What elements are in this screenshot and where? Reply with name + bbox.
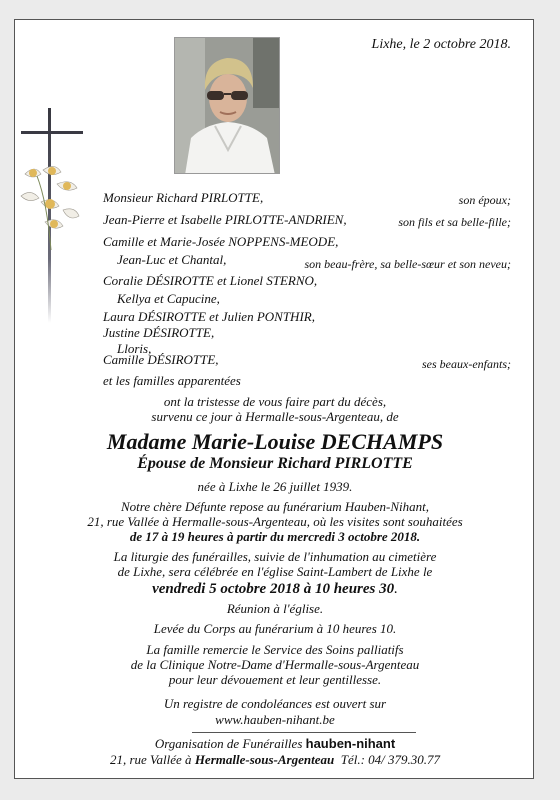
footer-divider [192, 732, 416, 733]
family-name-11: et les familles apparentées [103, 373, 241, 388]
spouse-line: Épouse de Monsieur Richard PIRLOTTE [137, 455, 413, 472]
footer-org-prefix: Organisation de Funérailles [154, 736, 303, 751]
visitation-line-3: de 17 à 19 heures à partir du mercredi 3 octobre 2018. [129, 529, 421, 544]
condolences-url[interactable]: www.hauben-nihant.be [215, 712, 335, 727]
family-relation-10: ses beaux-enfants; [422, 357, 511, 371]
funeral-line-2: de Lixhe, sera célébrée en l'église Saint-Lambert de Lixhe le [117, 564, 433, 579]
obituary-frame [14, 19, 534, 779]
funeral-line-3-end: . [394, 581, 398, 597]
announcement-line-1: ont la tristesse de vous faire part du décès, [163, 394, 387, 409]
footer-address-town: Hermalle-sous-Argenteau [194, 752, 335, 767]
family-name-1: Monsieur Richard PIRLOTTE, [103, 190, 264, 205]
funeral-line-1: La liturgie des funérailles, suivie de l'inhumation au cimetière [113, 549, 437, 564]
portrait-photo [174, 37, 280, 174]
family-relation-1: son époux; [458, 193, 511, 207]
deceased-name: Madame Marie-Louise DECHAMPS [106, 429, 444, 454]
family-name-4: Jean-Luc et Chantal, [117, 252, 227, 267]
funeral-line-3 [15, 581, 535, 597]
footer-address-prefix: 21, rue Vallée à [109, 752, 192, 767]
thanks-line-1: La famille remercie le Service des Soins palliatifs [146, 642, 404, 657]
family-name-5: Coralie DÉSIROTTE et Lionel STERNO, [103, 273, 318, 288]
brand-logo-text: hauben-nihant [305, 736, 396, 751]
family-name-9: Lloris, [117, 341, 152, 356]
reunion-line: Réunion à l'église. [226, 601, 324, 616]
cross-bar [21, 131, 83, 134]
footer-organisation [15, 736, 535, 752]
thanks-line-2: de la Clinique Notre-Dame d'Hermalle-sous-Argenteau [130, 657, 420, 672]
family-name-2: Jean-Pierre et Isabelle PIRLOTTE-ANDRIEN, [103, 212, 347, 227]
thanks-line-3: pour leur dévouement et leur gentillesse. [168, 672, 382, 687]
family-name-8: Justine DÉSIROTTE, [103, 325, 215, 340]
family-name-3: Camille et Marie-Josée NOPPENS-MEODE, [103, 234, 339, 249]
lily-flowers-icon [17, 162, 87, 257]
visitation-line-1: Notre chère Défunte repose au funérarium Hauben-Nihant, [121, 499, 429, 514]
family-relation-4: son beau-frère, sa belle-sœur et son neveu; [304, 257, 511, 271]
date-line: Lixhe, le 2 octobre 2018. [371, 37, 511, 52]
family-name-7: Laura DÉSIROTTE et Julien PONTHIR, [103, 309, 315, 324]
footer-address [15, 752, 535, 768]
family-relation-2: son fils et sa belle-fille; [398, 215, 511, 229]
funeral-date-time: vendredi 5 octobre 2018 à 10 heures 30 [152, 581, 395, 597]
family-name-10: Camille DÉSIROTTE, [103, 352, 219, 367]
birth-line: née à Lixhe le 26 juillet 1939. [197, 479, 353, 494]
visitation-line-2: 21, rue Vallée à Hermalle-sous-Argenteau, où les visites sont souhaitées [87, 514, 463, 529]
announcement-line-2: survenu ce jour à Hermalle-sous-Argenteau, de [151, 409, 399, 424]
footer-phone: Tél.: 04/ 379.30.77 [340, 752, 441, 767]
condolences-line: Un registre de condoléances est ouvert sur [163, 696, 387, 711]
family-name-6: Kellya et Capucine, [117, 291, 220, 306]
levee-line: Levée du Corps au funérarium à 10 heures 10. [153, 621, 397, 636]
